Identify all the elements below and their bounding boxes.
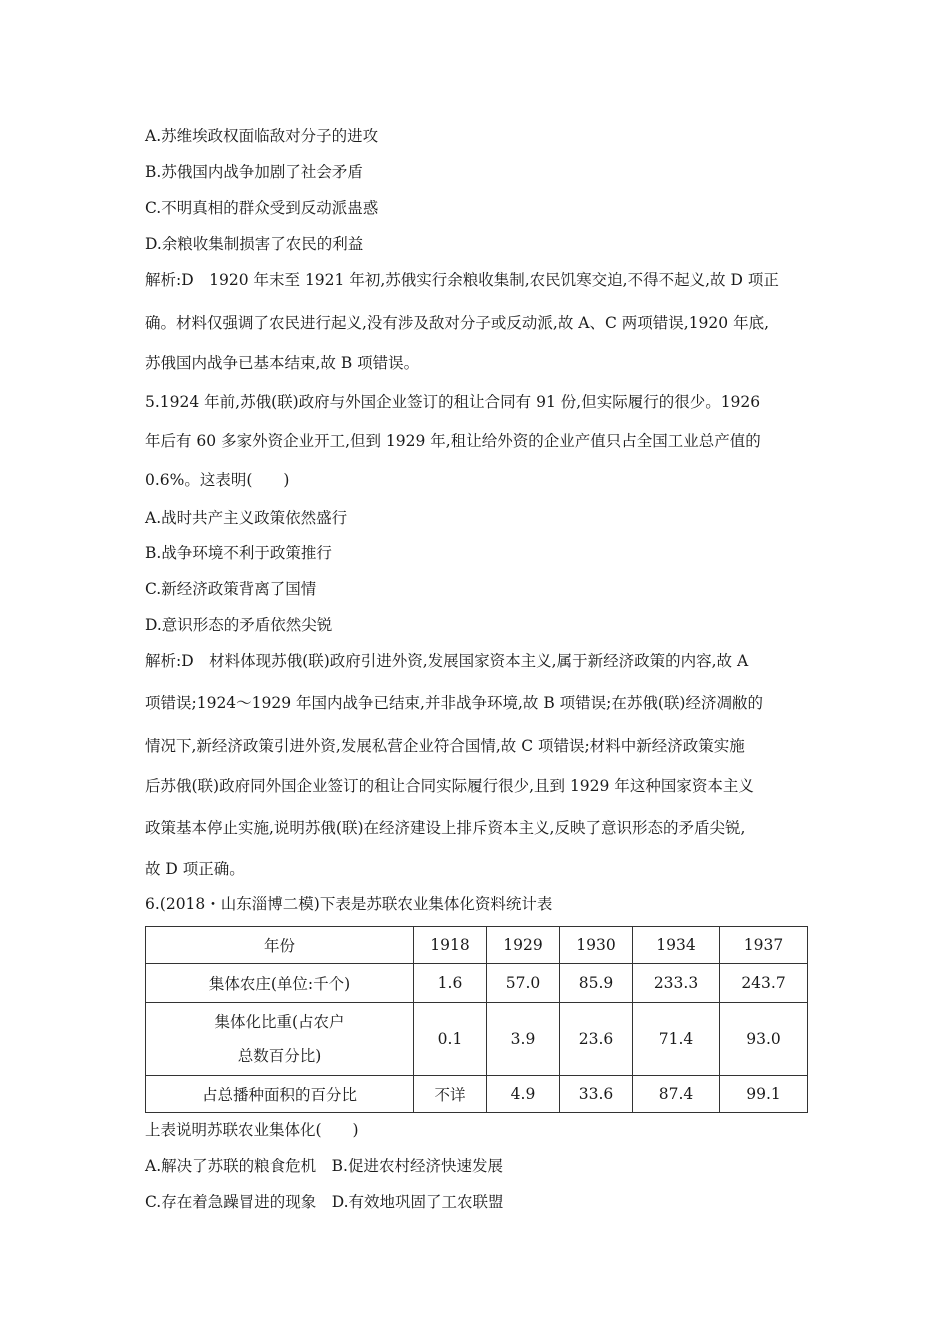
value-cell: 57.0 <box>487 964 560 1003</box>
q4-option-c: C.不明真相的群众受到反动派蛊惑 <box>145 199 379 217</box>
q5-analysis-line: 情况下,新经济政策引进外资,发展私营企业符合国情,故 C 项错误;材料中新经济政策实施 <box>145 737 745 755</box>
q4-option-d: D.余粮收集制损害了农民的利益 <box>145 235 364 253</box>
q5-analysis-line: 政策基本停止实施,说明苏俄(联)在经济建设上排斥资本主义,反映了意识形态的矛盾尖锐, <box>145 819 746 837</box>
q4-analysis-line: 确。材料仅强调了农民进行起义,没有涉及敌对分子或反动派,故 A、C 两项错误,1920 年底, <box>145 314 769 332</box>
row-label-line: 总数百分比) <box>237 1047 322 1065</box>
year-cell: 1918 <box>414 927 487 964</box>
q4-option-a: A.苏维埃政权面临敌对分子的进攻 <box>145 127 379 145</box>
q6-options-line: A.解决了苏联的粮食危机 B.促进农村经济快速发展 <box>145 1157 503 1175</box>
value-cell: 不详 <box>414 1076 487 1113</box>
q5-analysis-line: 解析:D 材料体现苏俄(联)政府引进外资,发展国家资本主义,属于新经济政策的内容,故 A <box>145 652 749 670</box>
row-label-line: 集体化比重(占农户 <box>214 1013 345 1031</box>
q6-options-line: C.存在着急躁冒进的现象 D.有效地巩固了工农联盟 <box>145 1193 504 1211</box>
row-label-cell: 占总播种面积的百分比 <box>146 1076 414 1113</box>
value-cell: 1.6 <box>414 964 487 1003</box>
value-cell: 0.1 <box>414 1003 487 1076</box>
q5-option-d: D.意识形态的矛盾依然尖锐 <box>145 616 333 634</box>
value-cell: 233.3 <box>633 964 720 1003</box>
q6-stem: 6.(2018・山东淄博二模)下表是苏联农业集体化资料统计表 <box>145 895 553 913</box>
q5-option-c: C.新经济政策背离了国情 <box>145 580 317 598</box>
q5-analysis-line: 后苏俄(联)政府同外国企业签订的租让合同实际履行很少,且到 1929 年这种国家资本主义 <box>145 777 754 795</box>
q4-analysis-line: 苏俄国内战争已基本结束,故 B 项错误。 <box>145 354 420 372</box>
table-row <box>146 1003 808 1076</box>
q5-option-a: A.战时共产主义政策依然盛行 <box>145 509 348 527</box>
value-cell: 87.4 <box>633 1076 720 1113</box>
q4-analysis-line: 解析:D 1920 年末至 1921 年初,苏俄实行余粮收集制,农民饥寒交迫,不得不起义,故 D 项正 <box>145 271 779 289</box>
q5-analysis-line: 故 D 项正确。 <box>145 860 245 878</box>
value-cell: 71.4 <box>633 1003 720 1076</box>
q5-stem-line: 0.6%。这表明( ) <box>145 471 290 489</box>
q5-analysis-line: 项错误;1924～1929 年国内战争已结束,并非战争环境,故 B 项错误;在苏俄(联)经济凋敝的 <box>145 694 763 712</box>
year-cell: 1934 <box>633 927 720 964</box>
table-header-row <box>146 927 808 964</box>
value-cell: 99.1 <box>720 1076 808 1113</box>
year-cell: 1930 <box>560 927 633 964</box>
row-label-cell <box>146 1003 414 1076</box>
value-cell: 243.7 <box>720 964 808 1003</box>
value-cell: 3.9 <box>487 1003 560 1076</box>
value-cell: 4.9 <box>487 1076 560 1113</box>
table-row <box>146 964 808 1003</box>
value-cell: 23.6 <box>560 1003 633 1076</box>
year-cell: 1929 <box>487 927 560 964</box>
header-label-cell: 年份 <box>146 927 414 964</box>
q6-question: 上表说明苏联农业集体化( ) <box>145 1121 359 1139</box>
year-cell: 1937 <box>720 927 808 964</box>
row-label-cell: 集体农庄(单位:千个) <box>146 964 414 1003</box>
table-row <box>146 1076 808 1113</box>
q5-option-b: B.战争环境不利于政策推行 <box>145 544 332 562</box>
value-cell: 33.6 <box>560 1076 633 1113</box>
value-cell: 93.0 <box>720 1003 808 1076</box>
q5-stem-line: 5.1924 年前,苏俄(联)政府与外国企业签订的租让合同有 91 份,但实际履行的很少。1926 <box>145 393 761 411</box>
collectivization-table <box>145 926 808 1113</box>
q5-stem-line: 年后有 60 多家外资企业开工,但到 1929 年,租让给外资的企业产值只占全国工业总产值的 <box>145 432 761 450</box>
value-cell: 85.9 <box>560 964 633 1003</box>
q4-option-b: B.苏俄国内战争加剧了社会矛盾 <box>145 163 363 181</box>
